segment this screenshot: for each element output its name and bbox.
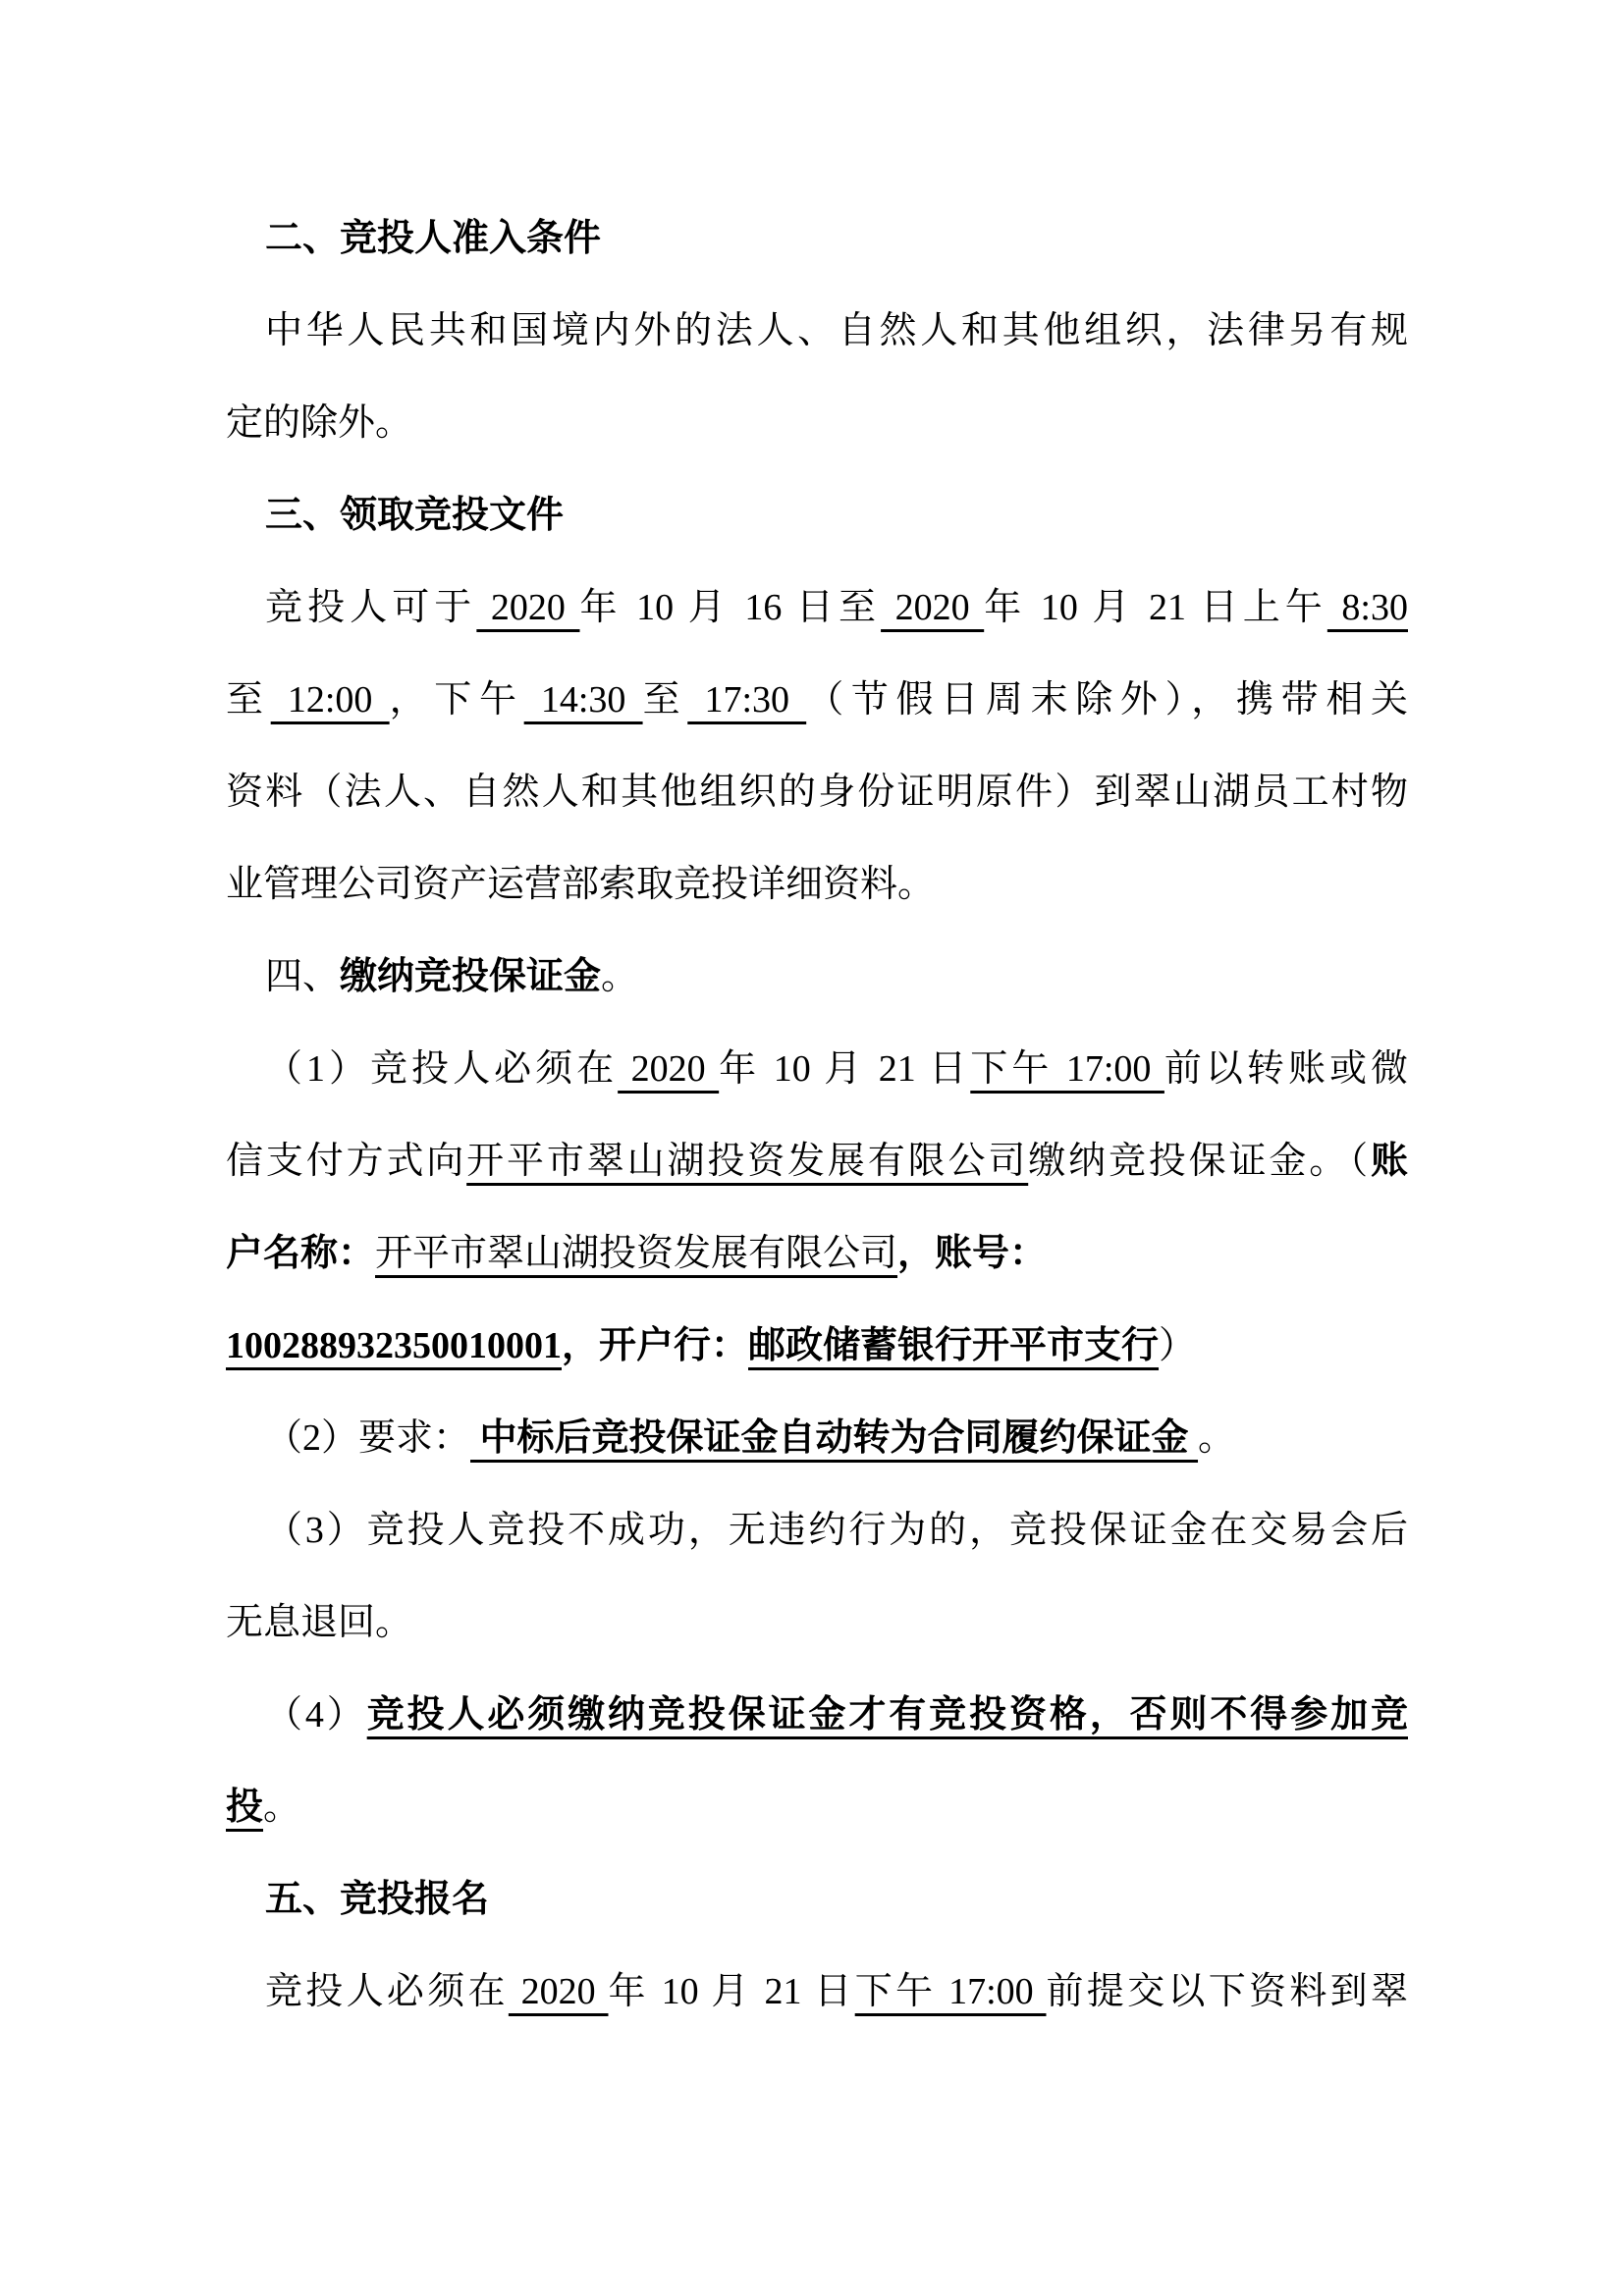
para-deposit-item-4-line-2 xyxy=(226,1761,1408,1853)
text-run: （节假日周末除外），携带相关 xyxy=(806,679,1408,721)
text-run: 年 10 月 16 日至 xyxy=(579,587,882,628)
text-run: 。 xyxy=(601,956,639,997)
text-run: 至 xyxy=(226,679,271,721)
para-signup-line-1 xyxy=(226,1946,1408,2038)
para-collect-line-2 xyxy=(226,654,1408,746)
text-run: 账 xyxy=(1370,1141,1408,1182)
text-run: 缴纳竞投保证金 xyxy=(340,956,602,997)
text-run: 下午 17:00 xyxy=(854,1971,1047,2012)
text-run: 定的除外。 xyxy=(226,402,413,444)
text-run: 竞投人必须在 xyxy=(265,1971,509,2012)
text-run: 开平市翠山湖投资发展有限公司 xyxy=(375,1233,898,1274)
text-run: 14:30 xyxy=(523,679,643,721)
text-run: 17:30 xyxy=(687,679,807,721)
text-run: 。 xyxy=(1198,1417,1236,1459)
text-run: 2020 xyxy=(881,587,985,628)
text-run: 8:30 xyxy=(1326,587,1408,628)
text-run: 中标后竞投保证金自动转为合同履约保证金 xyxy=(470,1417,1199,1459)
text-run: 年 10 月 21 日上午 xyxy=(984,587,1327,628)
text-run: 四、 xyxy=(265,956,341,997)
text-run: （1）竞投人必须在 xyxy=(265,1048,619,1090)
text-run: 下午 17:00 xyxy=(970,1048,1164,1090)
text-run: 2020 xyxy=(618,1048,720,1090)
text-run: ，开户行： xyxy=(562,1325,749,1366)
text-run: 三、领取竞投文件 xyxy=(265,495,565,536)
para-collect-line-1 xyxy=(226,561,1408,654)
para-collect-line-4 xyxy=(226,838,1408,931)
text-run: （4） xyxy=(265,1694,367,1735)
para-deposit-item-1-line-3 xyxy=(226,1207,1408,1300)
para-collect-line-3 xyxy=(226,746,1408,838)
para-admission-line-1 xyxy=(226,285,1408,377)
text-run: 竞投人可于 xyxy=(265,587,477,628)
heading-section-2 xyxy=(226,192,1408,285)
text-run: 年 10 月 21 日 xyxy=(608,1971,855,2012)
para-deposit-item-3-line-2 xyxy=(226,1576,1408,1669)
text-run: 100288932350010001 xyxy=(226,1325,562,1366)
text-run: 12:00 xyxy=(270,679,390,721)
text-run: 2020 xyxy=(508,1971,609,2012)
text-run: （3）竞投人竞投不成功，无违约行为的，竞投保证金在交易会后 xyxy=(265,1510,1408,1551)
para-deposit-item-3-line-1 xyxy=(226,1484,1408,1576)
text-run: 投 xyxy=(226,1787,264,1828)
text-run: 中华人民共和国境内外的法人、自然人和其他组织，法律另有规 xyxy=(265,310,1408,351)
para-deposit-item-1-line-2 xyxy=(226,1115,1408,1207)
text-run: ） xyxy=(1159,1325,1197,1366)
text-run: 至 xyxy=(642,679,688,721)
text-run: ，下午 xyxy=(389,679,524,721)
text-run: 邮政储蓄银行开平市支行 xyxy=(748,1325,1160,1366)
heading-section-4 xyxy=(226,931,1408,1023)
text-run: 业管理公司资产运营部索取竞投详细资料。 xyxy=(226,864,936,905)
text-run: （2）要求： xyxy=(265,1417,471,1459)
text-run: 缴纳竞投保证金。（ xyxy=(1028,1141,1371,1182)
text-run: 开平市翠山湖投资发展有限公司 xyxy=(466,1141,1029,1182)
para-deposit-item-1-line-1 xyxy=(226,1023,1408,1115)
heading-section-5 xyxy=(226,1853,1408,1946)
text-run: 。 xyxy=(263,1787,301,1828)
text-run: 五、竞投报名 xyxy=(265,1879,490,1920)
para-deposit-item-2 xyxy=(226,1392,1408,1484)
text-run: 前提交以下资料到翠 xyxy=(1046,1971,1408,2012)
text-run: 信支付方式向 xyxy=(226,1141,467,1182)
text-run: 年 10 月 21 日 xyxy=(719,1048,971,1090)
heading-section-3 xyxy=(226,469,1408,561)
text-run: 无息退回。 xyxy=(226,1602,413,1643)
text-run: 户名称： xyxy=(226,1233,376,1274)
text-run: 二、竞投人准入条件 xyxy=(265,218,602,259)
text-run: 资料（法人、自然人和其他组织的身份证明原件）到翠山湖员工村物 xyxy=(226,772,1408,813)
text-run: 竞投人必须缴纳竞投保证金才有竞投资格，否则不得参加竞 xyxy=(366,1694,1408,1735)
para-deposit-item-1-line-4 xyxy=(226,1300,1408,1392)
document-body xyxy=(226,192,1408,2038)
text-run: ，账号： xyxy=(897,1233,1048,1274)
para-admission-line-2 xyxy=(226,377,1408,469)
text-run: 前以转账或微 xyxy=(1164,1048,1408,1090)
para-deposit-item-4-line-1 xyxy=(226,1669,1408,1761)
text-run: 2020 xyxy=(476,587,580,628)
